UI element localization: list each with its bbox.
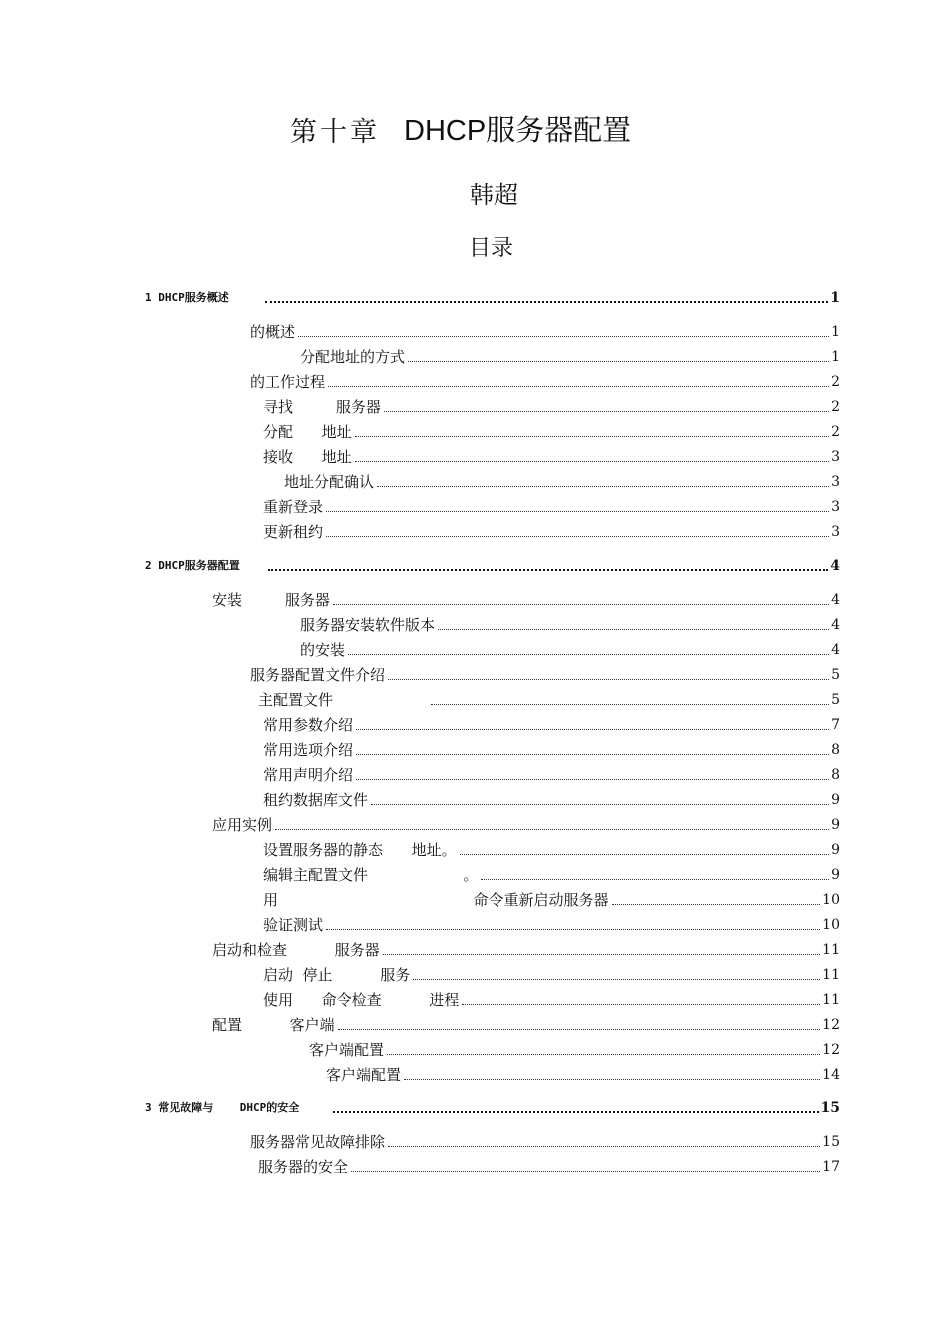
toc-leader-dots xyxy=(387,1053,820,1055)
toc-leader-dots xyxy=(377,485,829,487)
toc-leader-dots xyxy=(333,1110,819,1113)
toc-leader-dots xyxy=(268,568,828,571)
toc-entry-label: 重新登录 xyxy=(263,498,324,516)
toc-page-number: 4 xyxy=(831,617,840,633)
toc-page-number: 3 xyxy=(831,524,840,540)
toc-page-number: 10 xyxy=(822,917,840,933)
toc-entry-label: 寻找 服务器 xyxy=(263,398,381,416)
toc-entry-label: 接收 地址 xyxy=(263,448,352,466)
toc-page-number: 8 xyxy=(831,767,840,783)
toc-leader-dots xyxy=(326,535,829,537)
toc-entry[interactable] xyxy=(212,1015,840,1035)
toc-page-number: 10 xyxy=(822,892,840,908)
toc-entry[interactable] xyxy=(284,472,840,492)
toc-entry-label: 1 DHCP服务概述 xyxy=(145,291,229,304)
toc-page-number: 4 xyxy=(831,592,840,608)
toc-entry-label: 3 常见故障与 DHCP的安全 xyxy=(145,1101,300,1114)
toc-page-number: 7 xyxy=(831,717,840,733)
toc-page-number: 1 xyxy=(831,324,840,340)
toc-entry-label: 应用实例 xyxy=(212,816,273,834)
toc-leader-dots xyxy=(355,460,829,462)
toc-entry[interactable] xyxy=(263,790,840,810)
toc-leader-dots xyxy=(328,385,829,387)
toc-entry-label: 设置服务器的静态 地址。 xyxy=(263,841,457,859)
toc-leader-dots xyxy=(371,803,829,805)
toc-page-number: 11 xyxy=(822,942,840,958)
toc-page-number: 2 xyxy=(831,424,840,440)
toc-page-number: 9 xyxy=(831,867,840,883)
document-title: DHCP服务器配置 xyxy=(404,115,632,147)
toc-entry[interactable] xyxy=(250,372,840,392)
toc-entry[interactable] xyxy=(263,497,840,517)
toc-page-number: 1 xyxy=(831,349,840,365)
toc-entry-label: 分配 地址 xyxy=(263,423,352,441)
toc-entry[interactable] xyxy=(250,665,840,685)
toc-entry-label: 安装 服务器 xyxy=(212,591,330,609)
toc-page-number: 15 xyxy=(822,1134,840,1150)
toc-page-number: 3 xyxy=(831,499,840,515)
toc-entry-label: 常用选项介绍 xyxy=(263,741,354,759)
toc-entry-label: 客户端配置 xyxy=(309,1041,385,1059)
toc-entry-label: 的工作过程 xyxy=(250,373,326,391)
toc-leader-dots xyxy=(384,410,829,412)
toc-entry[interactable] xyxy=(263,422,840,442)
toc-entry-label: 客户端配置 xyxy=(326,1066,402,1084)
toc-leader-dots xyxy=(481,878,829,880)
toc-entry-label: 编辑主配置文件 。 xyxy=(263,866,479,884)
toc-page-number: 2 xyxy=(831,374,840,390)
toc-leader-dots xyxy=(612,903,821,905)
toc-entry[interactable] xyxy=(250,1132,840,1152)
toc-entry[interactable] xyxy=(263,740,840,760)
toc-entry[interactable] xyxy=(258,1157,840,1177)
toc-entry-label: 分配地址的方式 xyxy=(300,348,406,366)
toc-entry[interactable] xyxy=(263,522,840,542)
toc-entry-label: 配置 客户端 xyxy=(212,1016,335,1034)
toc-entry[interactable] xyxy=(263,765,840,785)
toc-entry[interactable] xyxy=(263,865,840,885)
toc-leader-dots xyxy=(404,1078,820,1080)
toc-entry-label: 更新租约 xyxy=(263,523,324,541)
toc-entry-label: 服务器安装软件版本 xyxy=(300,616,436,634)
toc-heading: 目录 xyxy=(469,236,514,261)
toc-leader-dots xyxy=(413,978,820,980)
toc-entry-label: 使用 命令检查 进程 xyxy=(263,991,460,1009)
toc-page-number: 14 xyxy=(822,1067,840,1083)
toc-leader-dots xyxy=(356,728,829,730)
toc-page-number: 2 xyxy=(831,399,840,415)
toc-leader-dots xyxy=(408,360,829,362)
toc-entry[interactable] xyxy=(263,965,840,985)
toc-entry-label: 启动 停止 服务 xyxy=(263,966,411,984)
toc-entry[interactable] xyxy=(263,915,840,935)
toc-page-number: 11 xyxy=(822,967,840,983)
toc-page-number: 4 xyxy=(830,558,840,574)
toc-leader-dots xyxy=(383,953,820,955)
toc-leader-dots xyxy=(356,778,829,780)
toc-entry-label: 验证测试 xyxy=(263,916,324,934)
toc-page-number: 11 xyxy=(822,992,840,1008)
toc-entry-label: 用 命令重新启动服务器 xyxy=(263,891,609,909)
toc-entry-label: 常用参数介绍 xyxy=(263,716,354,734)
toc-page-number: 9 xyxy=(831,842,840,858)
toc-page-number: 3 xyxy=(831,449,840,465)
toc-entry-label: 服务器的安全 xyxy=(258,1158,349,1176)
toc-entry[interactable] xyxy=(300,615,840,635)
toc-entry-label: 服务器配置文件介绍 xyxy=(250,666,386,684)
toc-entry[interactable] xyxy=(263,890,840,910)
toc-page-number: 9 xyxy=(831,792,840,808)
toc-page-number: 8 xyxy=(831,742,840,758)
toc-leader-dots xyxy=(438,628,829,630)
toc-leader-dots xyxy=(355,435,829,437)
toc-leader-dots xyxy=(348,653,829,655)
toc-page-number: 3 xyxy=(831,474,840,490)
toc-entry[interactable] xyxy=(212,815,840,835)
toc-page-number: 5 xyxy=(831,667,840,683)
toc-entry-section-1[interactable] xyxy=(145,288,840,308)
toc-entry-label: 地址分配确认 xyxy=(284,473,375,491)
toc-page-number: 5 xyxy=(831,692,840,708)
toc-entry[interactable] xyxy=(263,990,840,1010)
toc-leader-dots xyxy=(351,1170,820,1172)
toc-page-number: 9 xyxy=(831,817,840,833)
toc-entry[interactable] xyxy=(263,715,840,735)
toc-entry[interactable] xyxy=(309,1040,840,1060)
toc-leader-dots xyxy=(326,510,829,512)
toc-entry-label: 常用声明介绍 xyxy=(263,766,354,784)
toc-page-number: 1 xyxy=(830,290,840,306)
toc-entry-label: 服务器常见故障排除 xyxy=(250,1133,386,1151)
toc-page-number: 4 xyxy=(831,642,840,658)
toc-entry[interactable] xyxy=(212,590,840,610)
toc-leader-dots xyxy=(462,1003,820,1005)
toc-page-number: 17 xyxy=(822,1159,840,1175)
toc-leader-dots xyxy=(356,753,829,755)
toc-entry-section-3[interactable] xyxy=(145,1098,840,1118)
toc-page-number: 12 xyxy=(822,1042,840,1058)
toc-entry[interactable] xyxy=(263,397,840,417)
toc-leader-dots xyxy=(265,300,828,303)
toc-leader-dots xyxy=(388,678,829,680)
toc-leader-dots xyxy=(333,603,829,605)
toc-leader-dots xyxy=(388,1145,820,1147)
toc-entry-label: 的概述 xyxy=(250,323,296,341)
toc-leader-dots xyxy=(460,853,829,855)
toc-leader-dots xyxy=(326,928,820,930)
toc-entry-label: 的安装 xyxy=(300,641,346,659)
toc-leader-dots xyxy=(298,335,829,337)
toc-entry-label: 2 DHCP服务器配置 xyxy=(145,559,240,572)
document-title-prefix: 第十章 xyxy=(290,117,380,148)
toc-entry-section-2[interactable] xyxy=(145,556,840,576)
toc-entry[interactable] xyxy=(212,940,840,960)
toc-entry[interactable] xyxy=(258,690,840,710)
toc-entry[interactable] xyxy=(300,347,840,367)
toc-entry[interactable] xyxy=(300,640,840,660)
toc-leader-dots xyxy=(338,1028,820,1030)
author-name: 韩超 xyxy=(470,181,518,209)
toc-page-number: 15 xyxy=(820,1100,840,1116)
toc-leader-dots xyxy=(275,828,829,830)
toc-entry-label: 租约数据库文件 xyxy=(263,791,369,809)
toc-entry-label: 启动和检查 服务器 xyxy=(212,941,380,959)
toc-entry[interactable] xyxy=(263,447,840,467)
toc-entry[interactable] xyxy=(263,840,840,860)
toc-leader-dots xyxy=(431,703,829,705)
toc-entry-label: 主配置文件 xyxy=(258,691,334,709)
toc-page-number: 12 xyxy=(822,1017,840,1033)
toc-entry[interactable] xyxy=(326,1065,840,1085)
toc-entry[interactable] xyxy=(250,322,840,342)
